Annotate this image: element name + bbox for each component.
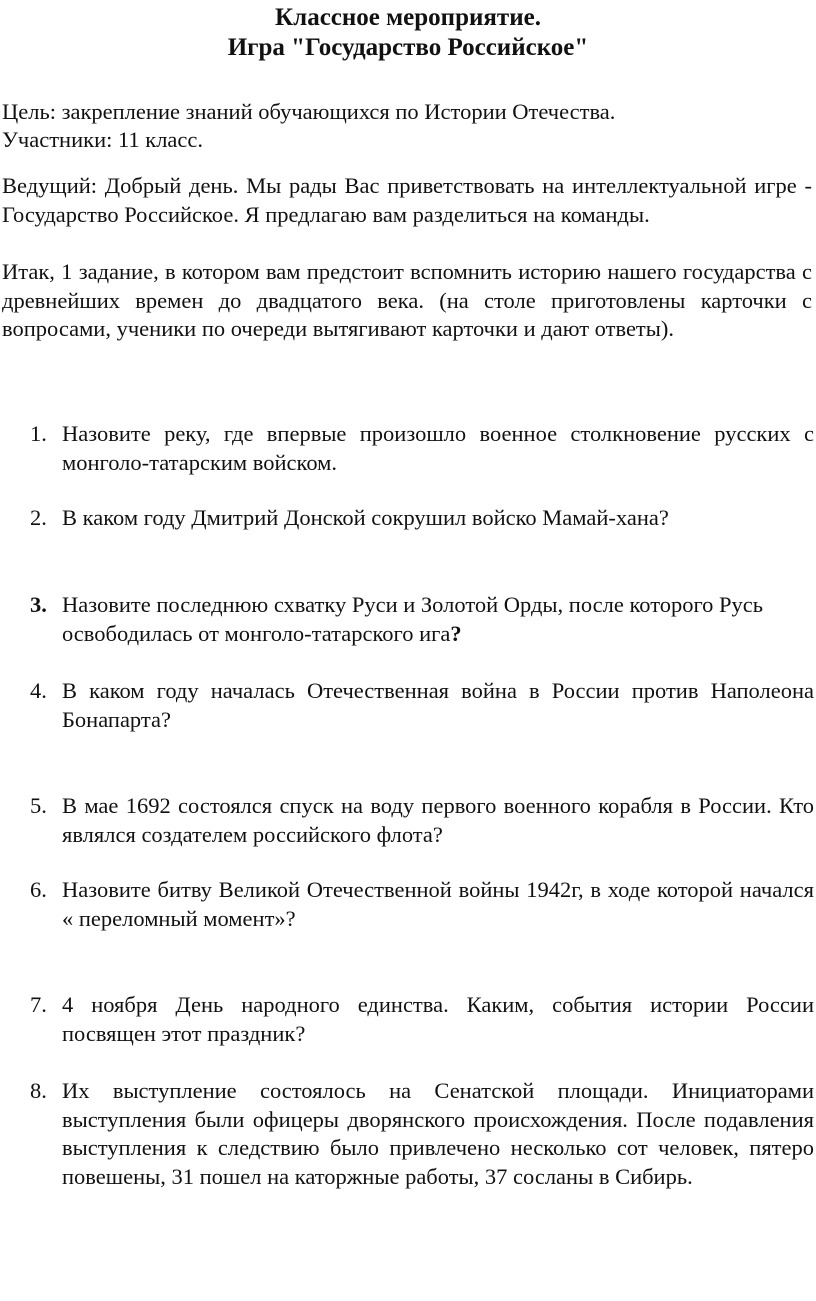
question-number: 5. [30, 793, 47, 818]
page-title: Классное мероприятие. [275, 4, 541, 31]
question-number: 4. [30, 678, 47, 703]
question-number: 8. [30, 1078, 47, 1103]
host-intro-text: Ведущий: Добрый день. Мы рады Вас приветствовать на интеллектуальной игре - Государство Российское. Я предлагаю вам разделиться на команды. [2, 173, 812, 227]
page-subtitle: Игра "Государство Российское" [227, 34, 589, 61]
question-text: В каком году началась Отечественная война в России против Наполеона Бонапарта? [62, 678, 814, 732]
goal-text: Цель: закрепление знаний обучающихся по Истории Отечества. [2, 99, 616, 124]
question-number: 2. [30, 505, 47, 530]
participants-text: Участники: 11 класс. [2, 127, 204, 152]
question-text: Назовите реку, где впервые произошло военное столкновение русских с монголо-татарским войском. [62, 421, 814, 475]
question-text-wrap [62, 591, 814, 648]
question-text: 4 ноября День народного единства. Каким, события истории России посвящен этот праздник? [62, 992, 814, 1046]
question-number: 1. [30, 421, 47, 446]
question-text: Назовите битву Великой Отечественной войны 1942г, в ходе которой начался « переломный момент»? [62, 877, 814, 931]
question-text: В мае 1692 состоялся спуск на воду первого военного корабля в России. Кто являлся создателем российского флота? [62, 793, 814, 847]
question-number: 7. [30, 992, 47, 1017]
task-intro-text: Итак, 1 задание, в котором вам предстоит вспомнить историю нашего государства с древнейших времен до двадцатого века. (на столе приготовлены карточки с вопросами, ученики по очереди вытягивают карточки и дают ответы). [2, 259, 812, 341]
question-number: 3. [30, 592, 47, 617]
question-mark: ? [450, 620, 462, 646]
question-number: 6. [30, 877, 47, 902]
question-text: Назовите последнюю схватку Руси и Золотой Орды, после которого Русь освободилась от монголо-татарского ига [62, 592, 764, 646]
question-text: Их выступление состоялось на Сенатской площади. Инициаторами выступления были офицеры дворянского происхождения. После подавления выступления к следствию было привлечено несколько сот человек, пятеро повешены, 31 пошел на каторжные работы, 37 сосланы в Сибирь. [62, 1078, 814, 1189]
question-text: В каком году Дмитрий Донской сокрушил войско Мамай-хана? [62, 505, 669, 530]
